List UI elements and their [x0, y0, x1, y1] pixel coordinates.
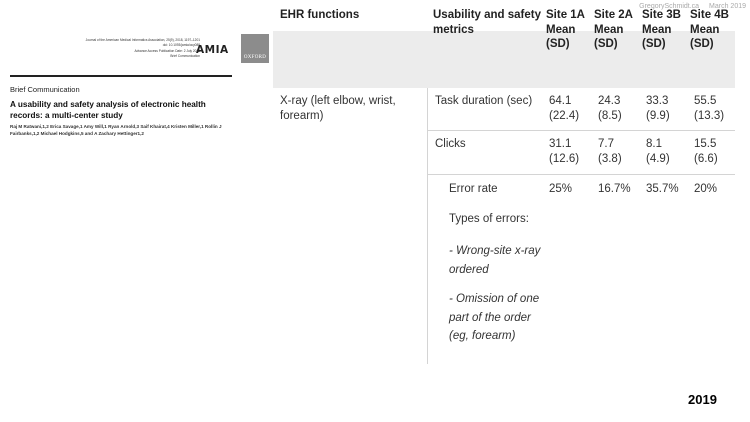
clicks-site-4b: 15.5 (6.6)	[694, 138, 718, 165]
task-duration-site-2a: 24.3 (8.5)	[598, 95, 622, 122]
metric-task-duration: Task duration (sec)	[435, 95, 533, 107]
error-type-wrong-site: - Wrong-site x-ray ordered	[449, 245, 541, 276]
error-types-label: Types of errors:	[449, 213, 529, 225]
header-site-4b: Site 4B Mean (SD)	[690, 9, 729, 50]
metric-clicks: Clicks	[435, 138, 466, 150]
task-duration-site-3b: 33.3 (9.9)	[646, 95, 670, 122]
error-rate-site-2a: 16.7%	[598, 183, 631, 195]
row-divider	[427, 174, 735, 175]
journal-info	[50, 38, 200, 59]
site-name: GregorySchmidt.ca	[639, 3, 700, 10]
journal-pubdate: Advance Access Publication Date: 2 July 2018	[134, 48, 200, 53]
header-site-3b: Site 3B Mean (SD)	[642, 9, 681, 50]
clicks-site-2a: 7.7 (3.8)	[598, 138, 622, 165]
journal-doi: doi: 10.1093/jamia/ocy088	[162, 43, 200, 48]
section-label: Brief Communication	[10, 85, 80, 94]
header-site-2a: Site 2A Mean (SD)	[594, 9, 633, 50]
ehr-function-xray: X-ray (left elbow, wrist, forearm)	[280, 95, 396, 122]
clicks-site-3b: 8.1 (4.9)	[646, 138, 670, 165]
header-ehr-functions: EHR functions	[280, 9, 360, 21]
paper-title: A usability and safety analysis of electronic health records: a multi-center study	[10, 100, 206, 120]
header-site-1a: Site 1A Mean (SD)	[546, 9, 585, 50]
error-type-omission: - Omission of one part of the order (eg, forearm)	[449, 293, 540, 342]
paper-authors: Raj M Ratwani,1,2 Erica Savage,1 Amy Will,1 Ryan Arnold,3 Saif Khairat,4 Kristen Miller,1 Rollin J Fairbanks,1,2 Michael Hodgkins,5 and A Zachary Hettinger1,2	[10, 124, 222, 136]
task-duration-site-4b: 55.5 (13.3)	[694, 95, 725, 122]
error-rate-site-3b: 35.7%	[646, 183, 679, 195]
oxford-logo: OXFORD	[241, 34, 269, 63]
error-rate-site-1a: 25%	[549, 183, 573, 195]
task-duration-site-1a: 64.1 (22.4)	[549, 95, 580, 122]
metric-error-rate: Error rate	[449, 183, 498, 195]
journal-type: Brief Communication	[170, 53, 200, 58]
error-rate-site-4b: 20%	[694, 183, 718, 195]
journal-line: Journal of the American Medical Informatics Association, 25(9), 2018, 1197–1201	[85, 38, 200, 42]
header-metrics: Usability and safety metrics	[433, 9, 542, 36]
amia-logo: AMIA	[196, 44, 229, 56]
header-date: March 2019	[709, 3, 746, 10]
paper-divider	[10, 75, 232, 77]
year-label: 2019	[688, 392, 717, 407]
row-divider	[427, 130, 735, 131]
clicks-site-1a: 31.1 (12.6)	[549, 138, 580, 165]
